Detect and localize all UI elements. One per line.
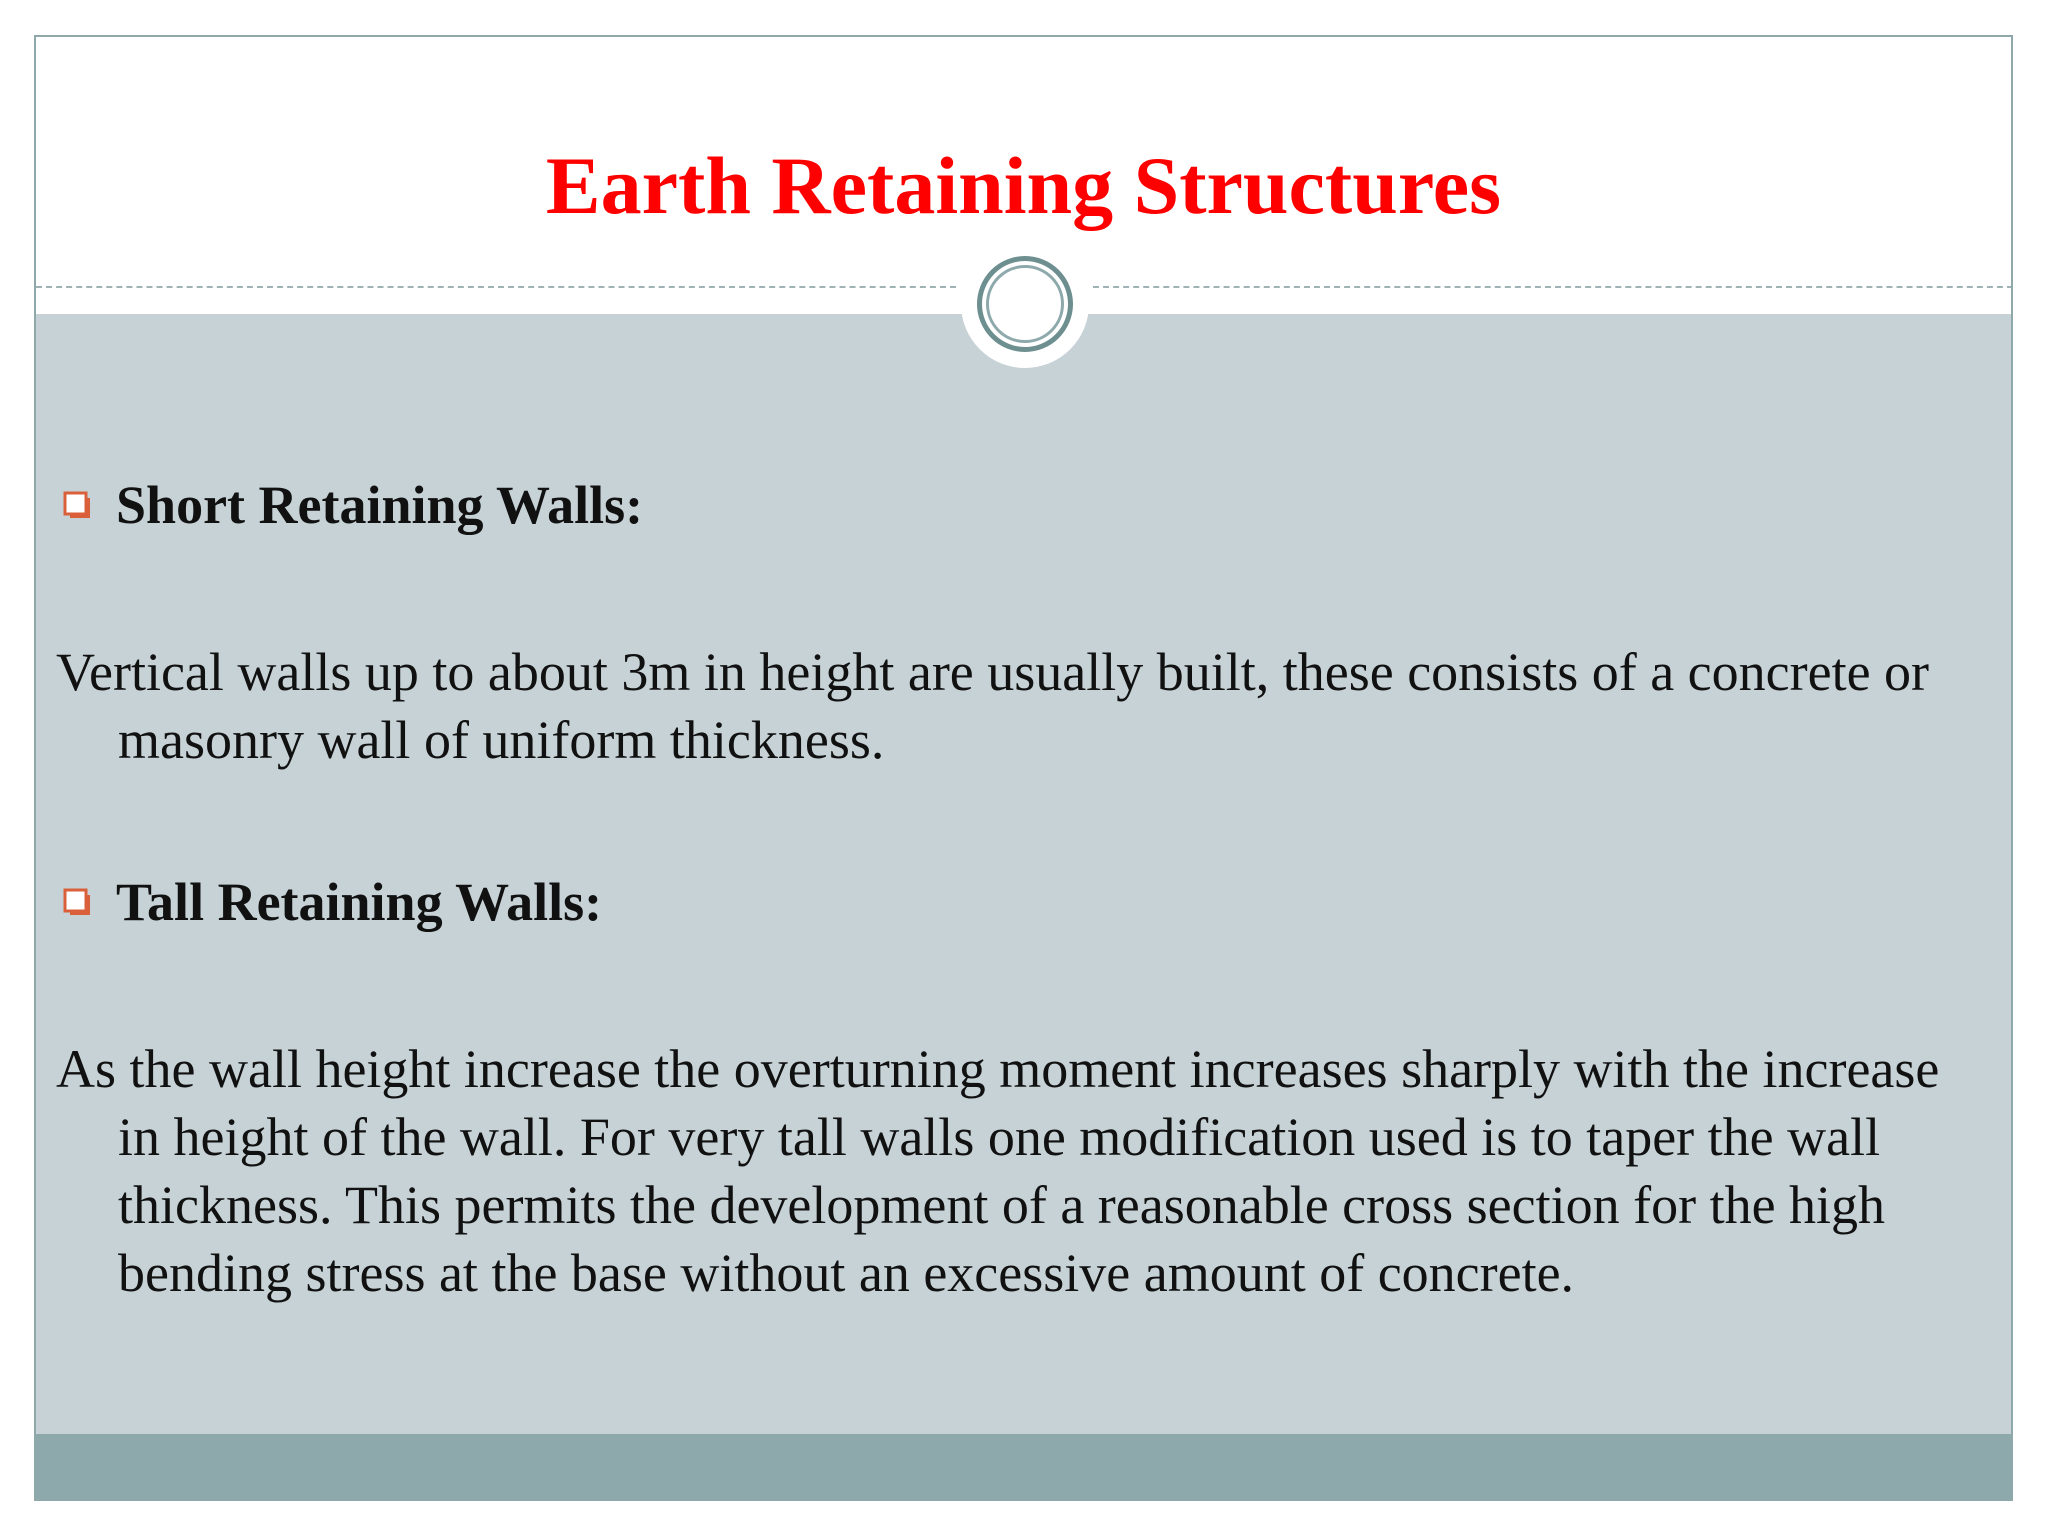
section-heading-tall-walls (56, 867, 602, 937)
slide (34, 35, 2013, 1501)
slide-title: Earth Retaining Structures (545, 140, 1502, 231)
square-bullet-icon (62, 887, 92, 917)
heading-text: Tall Retaining Walls: (116, 872, 603, 932)
section-heading-short-walls (56, 470, 643, 540)
heading-text: Short Retaining Walls: (116, 475, 644, 535)
circle-ornament-inner-ring (986, 265, 1064, 343)
square-bullet-icon (62, 490, 92, 520)
footer-band (36, 1434, 2011, 1501)
title-divider-right (1093, 286, 2013, 288)
section-paragraph-tall-walls: As the wall height increase the overturning moment increases sharply with the increase in height of the wall. For very tall walls one modification used is to taper the wall thickness. This permits the development of a reasonable cross section for the high bending stress at the base without an excessive amount of concrete. (56, 1039, 1940, 1303)
section-paragraph-short-walls: Vertical walls up to about 3m in height are usually built, these consists of a concrete or masonry wall of uniform thickness. (56, 642, 1930, 770)
title-divider-left (36, 286, 956, 288)
